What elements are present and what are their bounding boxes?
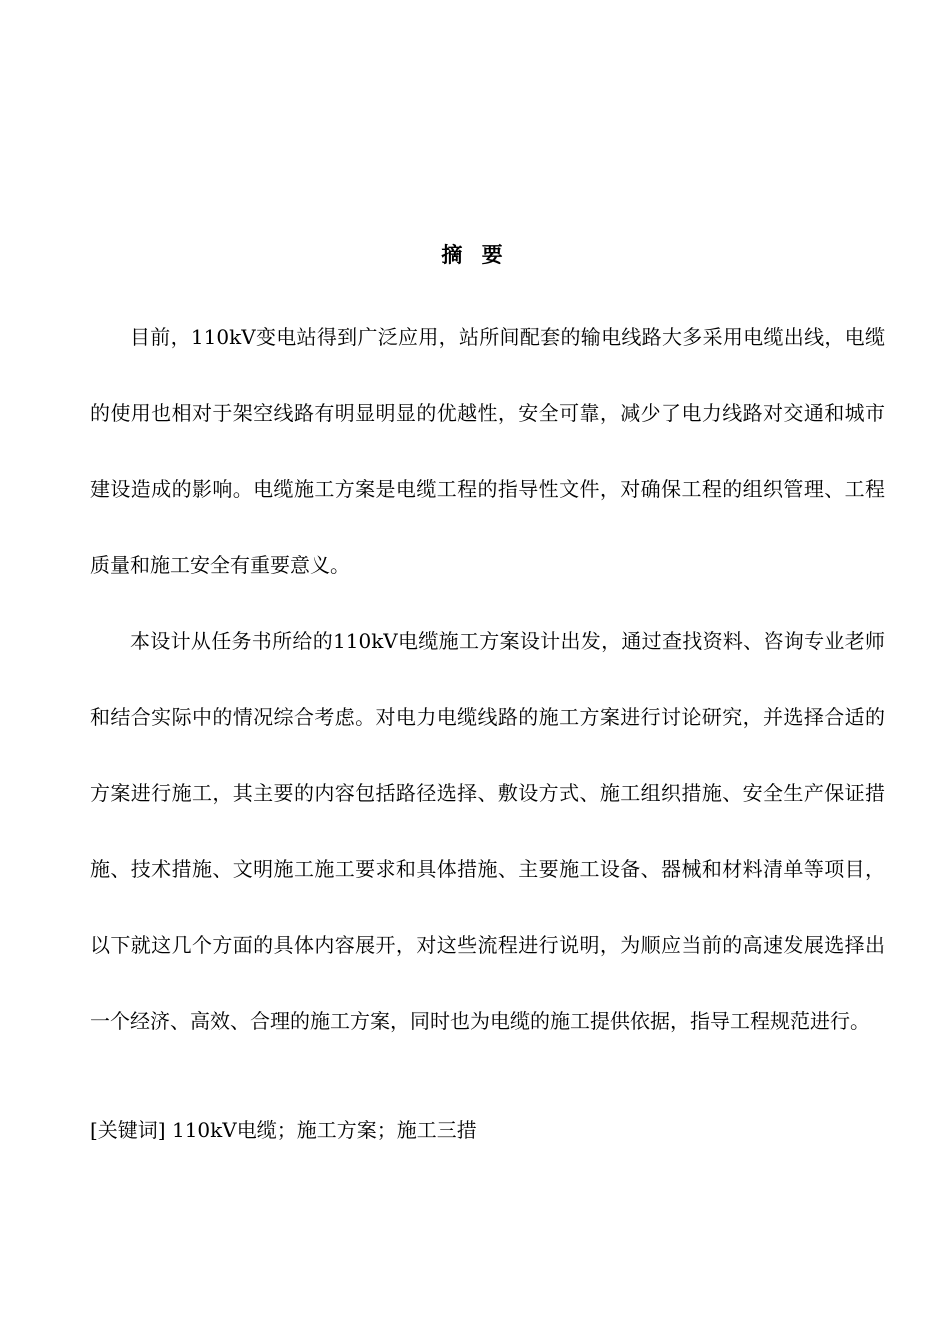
keywords-terms: 110kV电缆；施工方案；施工三措: [171, 1118, 477, 1142]
abstract-paragraph-1: 目前，110kV变电站得到广泛应用，站所间配套的输电线路大多采用电缆出线，电缆的使用也相对于架空线路有明显明显的优越性，安全可靠，减少了电力线路对交通和城市建设造成的影响。电缆施工方案是电缆工程的指导性文件，对确保工程的组织管理、工程质量和施工安全有重要意义。: [90, 325, 885, 577]
abstract-title: 摘 要: [441, 242, 509, 267]
abstract-paragraph-2: 本设计从任务书所给的110kV电缆施工方案设计出发，通过查找资料、咨询专业老师和结合实际中的情况综合考虑。对电力电缆线路的施工方案进行讨论研究，并选择合适的方案进行施工，其主要的内容包括路径选择、敷设方式、施工组织措施、安全生产保证措施、技术措施、文明施工施工要求和具体措施、主要施工设备、器械和材料清单等项目，以下就这几个方面的具体内容展开，对这些流程进行说明，为顺应当前的高速发展选择出一个经济、高效、合理的施工方案，同时也为电缆的施工提供依据，指导工程规范进行。: [90, 629, 885, 1033]
keywords-label: [关键词]: [90, 1118, 166, 1142]
keywords-line: [90, 1112, 885, 1148]
abstract-body: [90, 299, 885, 1059]
